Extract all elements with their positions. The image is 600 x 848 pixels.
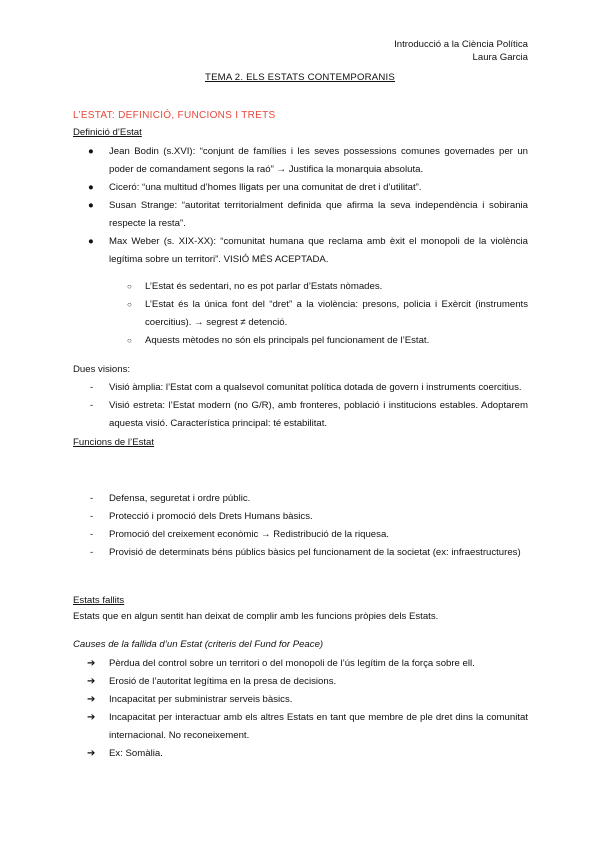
circle-marker: ○ bbox=[127, 300, 132, 309]
list-item: - Promoció del creixement econòmic → Redistribució de la riquesa. bbox=[73, 526, 528, 544]
arrow-marker: ➔ bbox=[87, 712, 96, 723]
functions-heading: Funcions de l’Estat bbox=[73, 437, 155, 448]
arrow-marker: ➔ bbox=[87, 694, 96, 705]
list-item: - Visió estreta: l’Estat modern (no G/R), amb fronteres, població i institucions estables. Adoptarem aquesta visió. Característica principal: té estabilitat. bbox=[73, 397, 528, 433]
failed-states-heading: Estats fallits bbox=[73, 595, 125, 606]
list-item: ○ L’Estat és la única font del “dret” a la violència: presons, policia i Exèrcit (instruments coercitius). → segrest ≠ detenció. bbox=[73, 296, 528, 332]
dash-marker: - bbox=[90, 547, 94, 558]
circle-marker: ○ bbox=[127, 282, 132, 291]
list-item: ● Susan Strange: “autoritat territorialment definida que afirma la seva independència i sobirania respecte la resta”. bbox=[73, 197, 528, 233]
bullet-marker: ● bbox=[88, 236, 94, 247]
failed-states-text: Estats que en algun sentit han deixat de complir amb les funcions pròpies dels Estats. bbox=[73, 611, 439, 622]
list-item: ● Jean Bodin (s.XVI): “conjunt de famílies i les seves possessions comunes governades per un poder de comandament segons la raó” → Justifica la monarquia absoluta. bbox=[73, 143, 528, 179]
visions-heading: Dues visions: bbox=[73, 364, 131, 375]
bullet-marker: ● bbox=[88, 200, 94, 211]
definition-heading: Definició d’Estat bbox=[73, 127, 142, 138]
page-title: TEMA 2. ELS ESTATS CONTEMPORANIS bbox=[205, 72, 395, 83]
list-item: ➔ Erosió de l’autoritat legítima en la presa de decisions. bbox=[73, 673, 528, 691]
section-heading: L’ESTAT: DEFINICIÓ, FUNCIONS I TRETS bbox=[73, 110, 276, 121]
list-item: - Visió àmplia: l’Estat com a qualsevol comunitat política dotada de govern i instruments coercitius. bbox=[73, 379, 528, 397]
author-name: Laura Garcia bbox=[472, 52, 528, 63]
arrow-marker: ➔ bbox=[87, 676, 96, 687]
arrow-marker: ➔ bbox=[87, 748, 96, 759]
weber-points-list bbox=[73, 278, 528, 350]
circle-marker: ○ bbox=[127, 336, 132, 345]
list-item: ○ L’Estat és sedentari, no es pot parlar d’Estats nòmades. bbox=[73, 278, 528, 296]
list-item: ● Max Weber (s. XIX-XX): “comunitat humana que reclama amb èxit el monopoli de la violència legítima sobre un territori”. VISIÓ MÉS ACEPTADA. bbox=[73, 233, 528, 269]
bullet-marker: ● bbox=[88, 146, 94, 157]
list-item: - Defensa, seguretat i ordre públic. bbox=[73, 490, 528, 508]
causes-list bbox=[73, 655, 528, 763]
functions-list bbox=[73, 490, 528, 562]
bullet-marker: ● bbox=[88, 182, 94, 193]
page-header bbox=[394, 38, 528, 64]
course-name: Introducció a la Ciència Política bbox=[394, 39, 528, 50]
list-item: ➔ Pèrdua del control sobre un territori o del monopoli de l’ús legítim de la força sobre ell. bbox=[73, 655, 528, 673]
dash-marker: - bbox=[90, 382, 94, 393]
list-item: ○ Aquests mètodes no són els principals pel funcionament de l’Estat. bbox=[73, 332, 528, 350]
dash-marker: - bbox=[90, 511, 94, 522]
visions-list bbox=[73, 379, 528, 433]
arrow-marker: ➔ bbox=[87, 658, 96, 669]
list-item: ➔ Incapacitat per subministrar serveis bàsics. bbox=[73, 691, 528, 709]
definitions-list bbox=[73, 143, 528, 269]
list-item: - Protecció i promoció dels Drets Humans bàsics. bbox=[73, 508, 528, 526]
list-item: ➔ Incapacitat per interactuar amb els altres Estats en tant que membre de ple dret dins la comunitat internacional. No reconeixement. bbox=[73, 709, 528, 745]
dash-marker: - bbox=[90, 400, 94, 411]
list-item: ➔ Ex: Somàlia. bbox=[73, 745, 528, 763]
list-item: - Provisió de determinats béns públics bàsics pel funcionament de la societat (ex: infraestructures) bbox=[73, 544, 528, 562]
dash-marker: - bbox=[90, 529, 94, 540]
dash-marker: - bbox=[90, 493, 94, 504]
causes-heading: Causes de la fallida d’un Estat (criteris del Fund for Peace) bbox=[73, 639, 324, 650]
list-item: ● Ciceró: “una multitud d’homes lligats per una comunitat de dret i d’utilitat”. bbox=[73, 179, 528, 197]
